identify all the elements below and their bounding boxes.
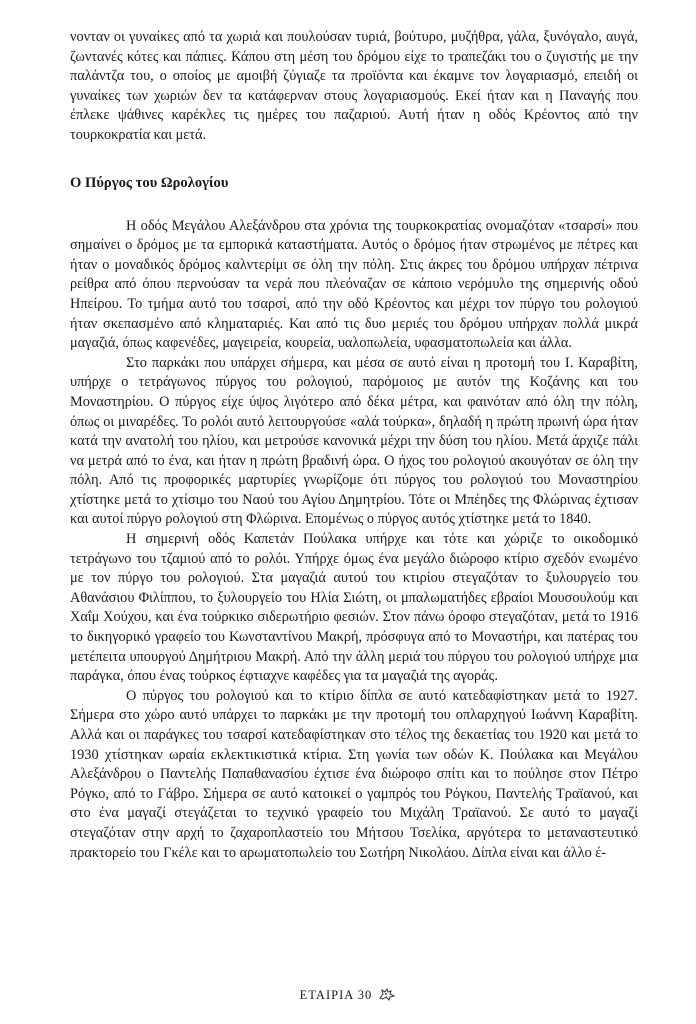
page-footer (0, 986, 696, 1006)
section-title: Ο Πύργος του Ωρολογίου (70, 174, 229, 191)
footer-label: ΕΤΑΙΡΙΑ (299, 987, 354, 1002)
wolf-emblem-icon (378, 986, 396, 1006)
paragraph: Η σημερινή οδός Καπετάν Πούλακα υπήρχε και τότε και χώριζε το οικοδομικό τετράγωνο του τζαμιού από το ρολόι. Υπήρχε όμως ένα μεγάλο διώροφο κτίριο σχεδόν ενωμένο με τον πύργο του ρολογιού. Στα μαγαζιά αυτού του κτιρίου στεγαζόταν το ξυλουργείο του Αθανάσιου Φιλίππου, το ξυλουργείο του Ηλία Σιώτη, οι μπαλωματήδες εβραίοι Μουσουλούμ και Χαΐμ Χούχου, και ένα τούρκικο σιδερωτήριο φεσιών. Στον πάνω όροφο στεγαζόταν, μετά το 1916 το δικηγορικό γραφείο του Κωνσταντίνου Μακρή, πρόσφυγα από το Μοναστήρι, και πατέρας του μετέπειτα υπουργού Δημήτριου Μακρή. Από την άλλη μεριά του πύργου του ρολογιού υπήρχε μια παράγκα, όπου ένας τούρκος έφτιαχνε καφέδες για τα μαγαζιά της αγοράς. (70, 531, 638, 685)
paragraph-continued: νονταν οι γυναίκες από τα χωριά και πουλούσαν τυριά, βούτυρο, μυζήθρα, γάλα, ξυνόγαλο, αυγά, ζωντανές κότες και πάπιες. Κάπου στη μέση του δρόμου είχε το τραπεζάκι του ο ζυγιστής με την παλάντζα του, ο οποίος με αμοιβή ζύγιαζε τα προϊόντα και έκαμνε τον λογαριασμό, επειδή οι γυναίκες των χωριών δεν τα κατάφερναν στους λογαριασμούς. Εκεί ήταν και η Παναγής που έπλεκε ψάθινες καρέκλες τις ημέρες του παζαριού. Αυτή ήταν η οδός Κρέοντος από την τουρκοκρατία και μετά. (70, 29, 638, 143)
paragraph: Ο πύργος του ρολογιού και το κτίριο δίπλα σε αυτό κατεδαφίστηκαν μετά το 1927. Σήμερα στο χώρο αυτό υπάρχει το παρκάκι με την προτομή του οπλαρχηγού Ιωάννη Καραβίτη. Αλλά και οι παράγκες του τσαρσί κατεδαφίστηκαν στο τέλος της δεκαετίας του 1920 και μετά το 1930 χτίστηκαν ωραία εκλεκτικιστικά κτίρια. Στη γωνία των οδών Κ. Πούλακα και Μεγάλου Αλεξάνδρου ο Παντελής Παπαθανασίου έχτισε ένα διώροφο σπίτι και το πούλησε στον Πέτρο Ρόγκο, από το Γάβρο. Σήμερα σε αυτό κατοικεί ο γαμπρός του Ρόγκου, Παντελής Τραϊανού, και στο ένα μαγαζί στεγάζεται το τεχνικό γραφείο του Μιχάλη Τραϊανού. Σε αυτό το μαγαζί στεγαζόταν στην αρχή το ζαχαροπλαστείο του Μήτσου Τσελίκα, αργότερα το μεταναστευτικό πρακτορείο του Γκέλε και το αρωματοπωλείο του Σωτήρη Νικολάου. Δίπλα είναι και άλλο έ- (70, 687, 638, 861)
page-number: 30 (357, 987, 373, 1002)
page-body (70, 28, 638, 863)
paragraph: Στο παρκάκι που υπάρχει σήμερα, και μέσα σε αυτό είναι η προτομή του Ι. Καραβίτη, υπήρχε ο τετράγωνος πύργος του ρολογιού, παρόμοιος με αυτόν της Κοζάνης και του Μοναστηρίου. Ο πύργος είχε ύψος λιγότερο από δέκα μέτρα, και φαινόταν από όλη την πόλη, όπως οι μιναρέδες. Το ρολόι αυτό λειτουργούσε «αλά τούρκα», δηλαδή η πρώτη πρωινή ώρα ήταν κατά την ανατολή του ηλίου, και μετρούσε κανονικά μέχρι την δύση του ηλίου. Μετά άρχιζε πάλι να μετρά από το ένα, και ήταν η πρώτη βραδινή ώρα. Ο ήχος του ρολογιού ακουγόταν σε όλη την πόλη. Από τις προφορικές μαρτυρίες γνωρίζομε ότι πύργος του ρολογιού του Μοναστηρίου χτίστηκε μετά το χτίσιμο του Ναού του Αγίου Δημητρίου. Τότε οι Μπέηδες της Φλώρινας έχτισαν και αυτοί πύργο ρολογιού στη Φλώρινα. Επομένως ο πύργος αυτός χτίστηκε μετά το 1840. (70, 354, 638, 528)
paragraph: Η οδός Μεγάλου Αλεξάνδρου στα χρόνια της τουρκοκρατίας ονομαζόταν «τσαρσί» που σημαίνει ο δρόμος με τα εμπορικά καταστήματα. Αυτός ο δρόμος ήταν στρωμένος με πέτρες και ήταν ο μοναδικός δρόμος καλντερίμι σε όλη την πόλη. Στις άκρες του δρόμου υπήρχαν πέτρινα ρείθρα από όπου περνούσαν τα νερά που πλεόναζαν σε κάποιο νερόμυλο της σημερινής οδού Ηπείρου. Το τμήμα αυτό του τσαρσί, από την οδό Κρέοντος και μέχρι τον πύργο του ρολογιού ήταν σκεπασμένο από κληματαριές. Και από τις δυο μεριές του δρόμου υπήρχαν πολλά μικρά μαγαζιά, όπως καφενέδες, μαγειρεία, κουρεία, υαλοπωλεία, υφασματοπωλεία και άλλα. (70, 217, 638, 352)
